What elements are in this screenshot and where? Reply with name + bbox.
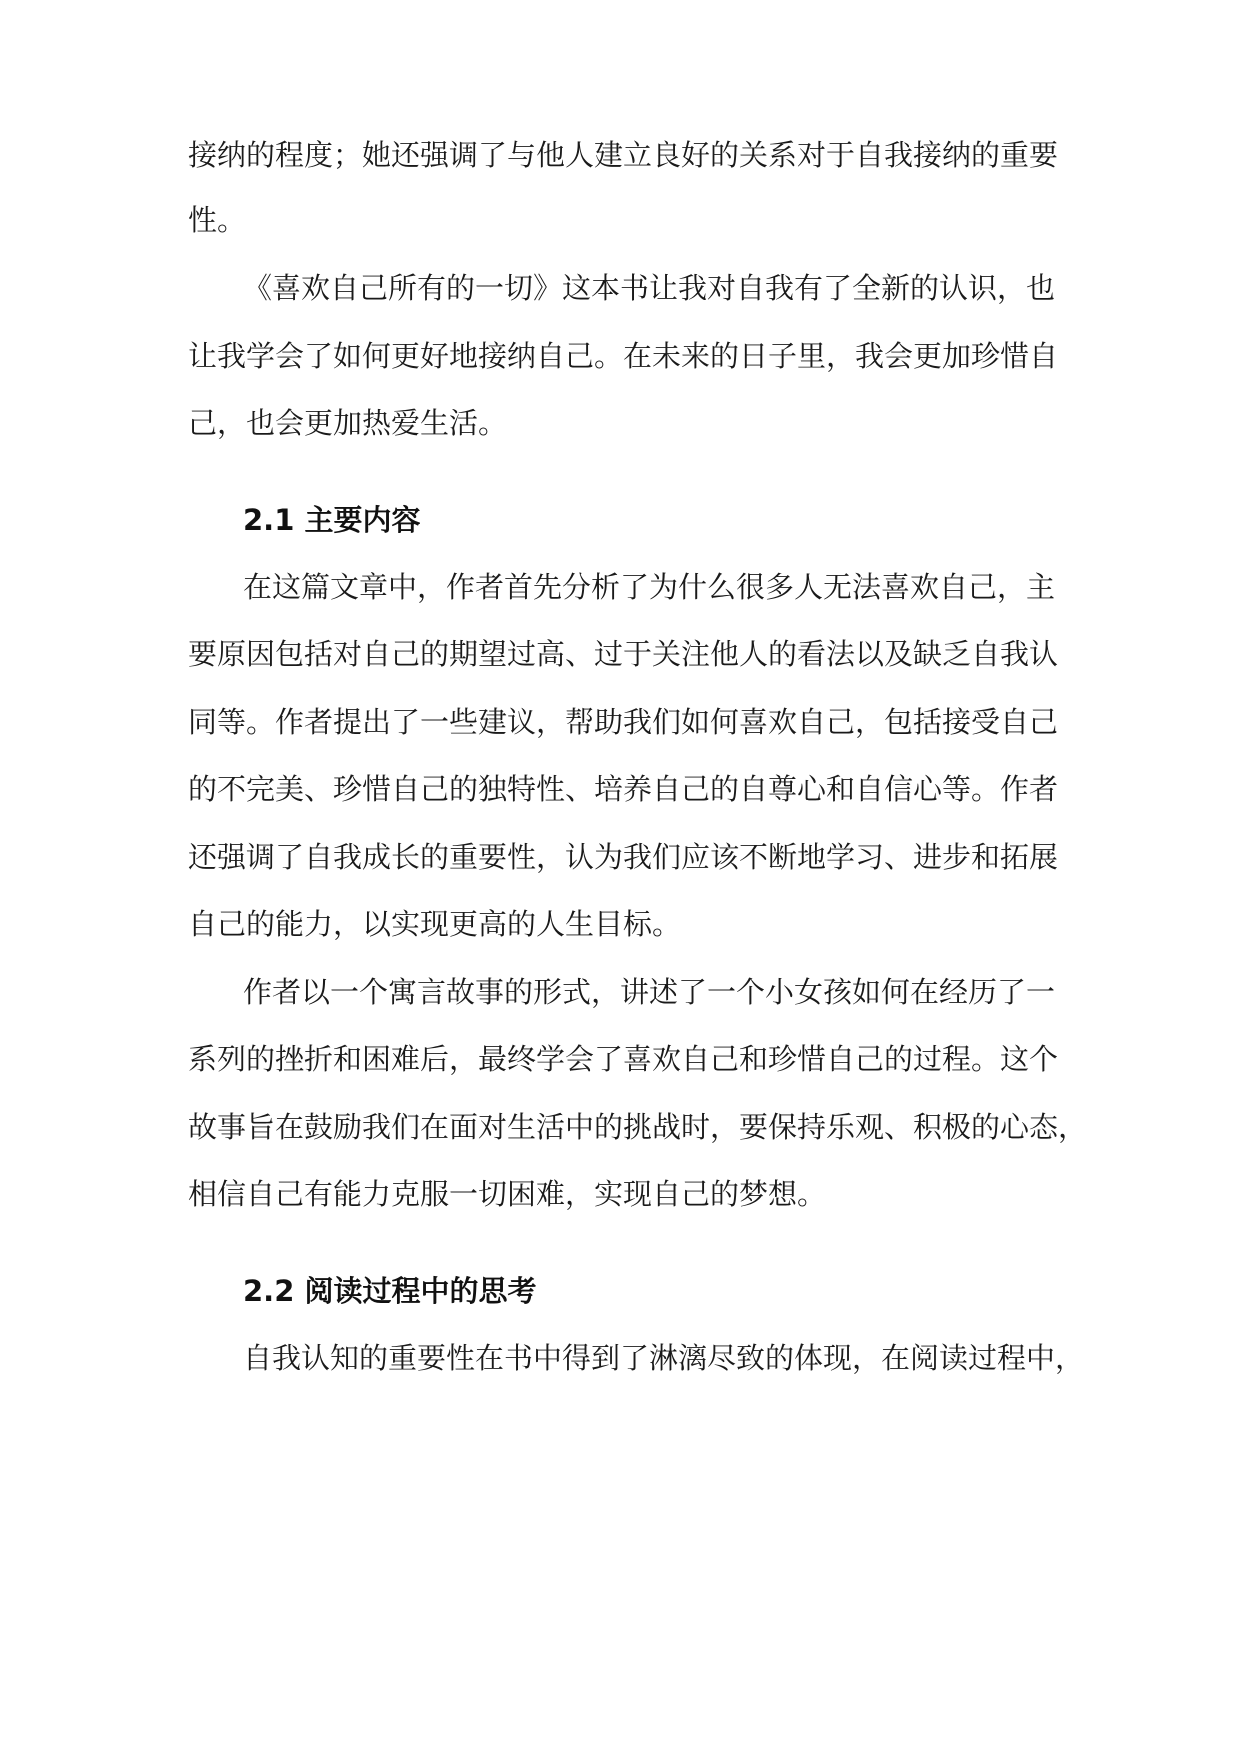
- section-heading-2-1: 2.1 主要内容: [243, 503, 421, 537]
- paragraph-line: 作者以一个寓言故事的形式，讲述了一个小女孩如何在经历了一: [243, 975, 1056, 1009]
- paragraph-line: 己，也会更加热爱生活。: [188, 406, 508, 440]
- paragraph-line: 接纳的程度；她还强调了与他人建立良好的关系对于自我接纳的重要: [188, 138, 1059, 172]
- paragraph-line: 还强调了自我成长的重要性，认为我们应该不断地学习、进步和拓展: [188, 840, 1059, 874]
- paragraph-line: 同等。作者提出了一些建议，帮助我们如何喜欢自己，包括接受自己: [188, 705, 1059, 739]
- paragraph-line: 故事旨在鼓励我们在面对生活中的挑战时，要保持乐观、积极的心态，: [188, 1110, 1088, 1144]
- section-heading-2-2: 2.2 阅读过程中的思考: [243, 1274, 537, 1308]
- paragraph-line: 相信自己有能力克服一切困难，实现自己的梦想。: [188, 1177, 827, 1211]
- paragraph-line: 让我学会了如何更好地接纳自己。在未来的日子里，我会更加珍惜自: [188, 339, 1059, 373]
- paragraph-line: 的不完美、珍惜自己的独特性、培养自己的自尊心和自信心等。作者: [188, 772, 1059, 806]
- paragraph-line: 性。: [188, 203, 247, 237]
- paragraph-line: 自我认知的重要性在书中得到了淋漓尽致的体现，在阅读过程中，: [243, 1341, 1085, 1375]
- paragraph-line: 要原因包括对自己的期望过高、过于关注他人的看法以及缺乏自我认: [188, 637, 1059, 671]
- paragraph-line: 在这篇文章中，作者首先分析了为什么很多人无法喜欢自己，主: [243, 570, 1056, 604]
- paragraph-line: 《喜欢自己所有的一切》这本书让我对自我有了全新的认识，也: [243, 271, 1056, 305]
- paragraph-line: 系列的挫折和困难后，最终学会了喜欢自己和珍惜自己的过程。这个: [188, 1042, 1059, 1076]
- paragraph-line: 自己的能力，以实现更高的人生目标。: [188, 907, 682, 941]
